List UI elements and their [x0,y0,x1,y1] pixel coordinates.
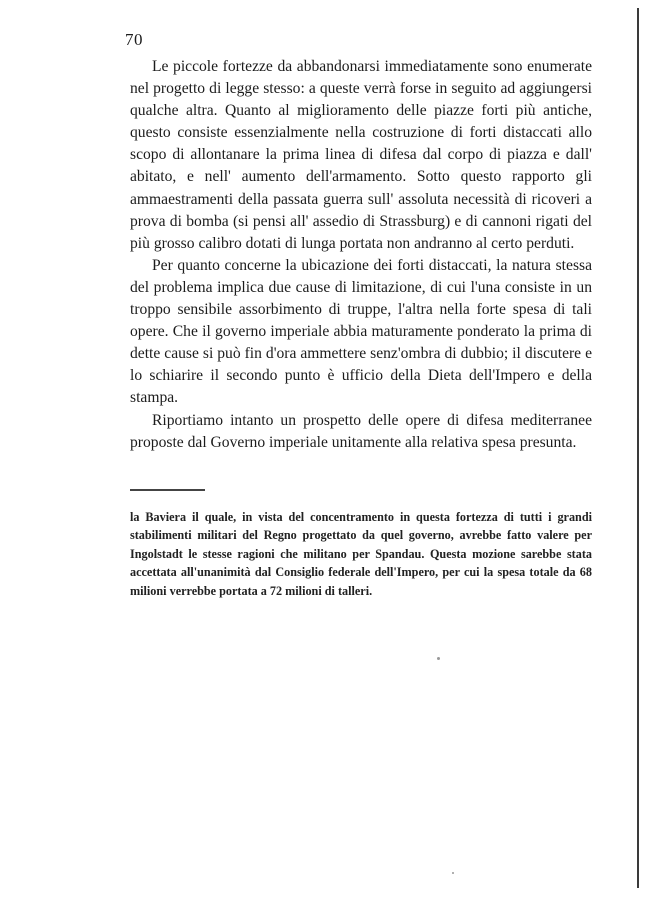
footnote-separator [130,489,205,491]
paragraph-2: Per quanto concerne la ubicazione dei forti distaccati, la natura stessa del problema implica due cause di limitazione, di cui l'una consiste in un troppo sensibile assorbimento di truppe, l'altra nella forte spesa di tali opere. Che il governo imperiale abbia maturamente ponderato la prima di dette cause si può fin d'ora ammettere senz'ombra di dubbio; il discutere e lo schiarire il secondo punto è ufficio della Dieta dell'Impero e della stampa. [130,256,592,407]
page-number: 70 [125,30,143,49]
paper-speck [452,872,454,874]
paragraph-3: Riportiamo intanto un prospetto delle opere di difesa mediterranee proposte dal Governo imperiale unitamente alla relativa spesa presunta. [130,411,592,451]
page-edge-line [637,8,639,888]
paragraph-1: Le piccole fortezze da abbandonarsi immediatamente sono enumerate nel progetto di legge stesso: a queste verrà forse in seguito ad aggiungersi qualche altra. Quanto al miglioramento delle piazze forti più antiche, questo consiste essenzialmente nella costruzione di forti distaccati allo scopo di allontanare la prima linea di difesa dal corpo di piazza e dall' abitato, e nell' aumento dell'armamento. Sotto questo rapporto gli ammaestramenti della passata guerra sull' assoluta necessità di ricoveri a prova di bomba (si pensi all' assedio di Strassburg) e di cannoni rigati del più grosso calibro dotati di lunga portata non andranno al certo perduti. [130,58,592,252]
paper-speck [437,657,440,660]
footnote [130,508,592,600]
footnote-text: la Baviera il quale, in vista del concentramento in questa fortezza di tutti i grandi stabilimenti militari del Regno progettato da quel governo, avrebbe fatto valere per Ingolstadt le stesse ragioni che militano per Spandau. Questa mozione sarebbe stata accettata all'unanimità dal Consiglio federale dell'Impero, per cui la spesa totale da 68 milioni verrebbe portata a 72 milioni di talleri. [130,510,592,598]
main-text [130,56,592,454]
